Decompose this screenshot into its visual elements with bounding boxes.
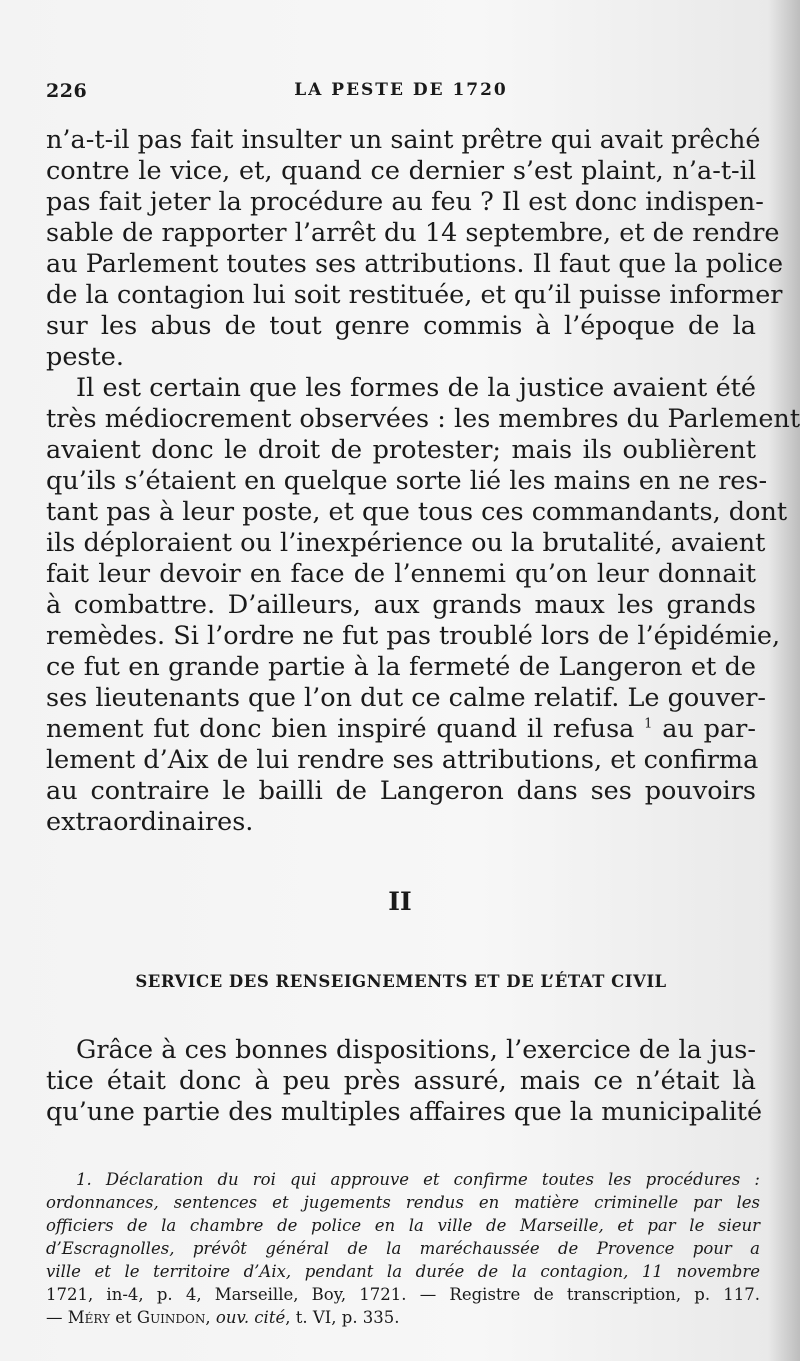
- text-line: sable de rapporter l’arrêt du 14 septembre, et de rendre: [46, 218, 780, 248]
- paragraph-2: [46, 373, 800, 838]
- footnote-line: ordonnances, sentences et jugements rendus en matière criminelle par les: [46, 1193, 760, 1212]
- text-line: au Parlement toutes ses attributions. Il faut que la police: [46, 249, 784, 279]
- text-line: fait leur devoir en face de l’ennemi qu’on leur donnait: [46, 559, 756, 589]
- text-line: avaient donc le droit de protester; mais ils oublièrent: [46, 435, 756, 465]
- text-segment: ,: [205, 1308, 216, 1327]
- text-line: Il est certain que les formes de la justice avaient été: [76, 373, 756, 403]
- text-segment: au par-: [662, 714, 756, 744]
- author-name: Guindon: [136, 1308, 206, 1327]
- text-segment: —: [46, 1308, 68, 1327]
- page-number: 226: [46, 80, 88, 102]
- text-line: de la contagion lui soit restituée, et qu’il puisse informer: [46, 280, 783, 310]
- running-title: LA PESTE DE 1720: [294, 80, 508, 100]
- text-line: ils déploraient ou l’inexpérience ou la brutalité, avaient: [46, 528, 766, 558]
- section-title: SERVICE DES RENSEIGNEMENTS ET DE L’ÉTAT CIVIL: [135, 972, 667, 991]
- text-line: Grâce à ces bonnes dispositions, l’exercice de la jus-: [76, 1035, 756, 1065]
- section-number: II: [388, 887, 412, 916]
- text-line: contre le vice, et, quand ce dernier s’est plaint, n’a-t-il: [46, 156, 756, 186]
- text-line: tice était donc à peu près assuré, mais ce n’était là: [46, 1066, 756, 1096]
- text-line: peste.: [46, 342, 124, 372]
- author-name: Méry: [67, 1308, 110, 1327]
- text-segment: et: [110, 1308, 137, 1327]
- footnote-line: 1. Déclaration du roi qui approuve et confirme toutes les procédures :: [76, 1170, 760, 1189]
- text-line: à combattre. D’ailleurs, aux grands maux les grands: [46, 590, 756, 620]
- footnote-citation-line: [46, 1306, 760, 1329]
- footnote: [46, 1168, 760, 1329]
- page-header: [46, 80, 756, 110]
- text-line: ce fut en grande partie à la fermeté de Langeron et de: [46, 652, 756, 682]
- text-segment: , t. VI, p. 335.: [285, 1308, 400, 1327]
- footnote-line: ville et le territoire d’Aix, pendant la durée de la contagion, 11 novembre: [46, 1262, 760, 1281]
- text-line: n’a-t-il pas fait insulter un saint prêtre qui avait prêché: [46, 125, 761, 155]
- footnote-line: 1721, in-4, p. 4, Marseille, Boy, 1721. — Registre de transcription, p. 117.: [46, 1285, 760, 1304]
- section-paragraph: [46, 1035, 763, 1128]
- text-line: remèdes. Si l’ordre ne fut pas troublé lors de l’épidémie,: [46, 621, 781, 651]
- main-text: [46, 125, 800, 838]
- text-line: au contraire le bailli de Langeron dans ses pouvoirs: [46, 776, 756, 806]
- footnote-line: officiers de la chambre de police en la ville de Marseille, et par le sieur: [46, 1216, 760, 1235]
- text-line: qu’une partie des multiples affaires que la municipalité: [46, 1097, 763, 1127]
- text-line: qu’ils s’étaient en quelque sorte lié les mains en ne res-: [46, 466, 768, 496]
- text-line: pas fait jeter la procédure au feu ? Il est donc indispen-: [46, 187, 764, 217]
- text-line-with-note: [46, 714, 756, 745]
- footnote-marker: 1: [644, 716, 653, 732]
- text-line: sur les abus de tout genre commis à l’époque de la: [46, 311, 756, 341]
- text-line: lement d’Aix de lui rendre ses attributions, et confirma: [46, 745, 759, 775]
- text-line: tant pas à leur poste, et que tous ces commandants, dont: [46, 497, 788, 527]
- work-reference: ouv. cité: [215, 1308, 286, 1327]
- footnote-line: d’Escragnolles, prévôt général de la maréchaussée de Provence pour a: [46, 1239, 760, 1258]
- text-segment: nement fut donc bien inspiré quand il refusa: [46, 714, 635, 744]
- text-line: très médiocrement observées : les membres du Parlement: [46, 404, 800, 434]
- text-line: ses lieutenants que l’on dut ce calme relatif. Le gouver-: [46, 683, 767, 713]
- paragraph-1: [46, 125, 784, 373]
- text-line: extraordinaires.: [46, 807, 254, 837]
